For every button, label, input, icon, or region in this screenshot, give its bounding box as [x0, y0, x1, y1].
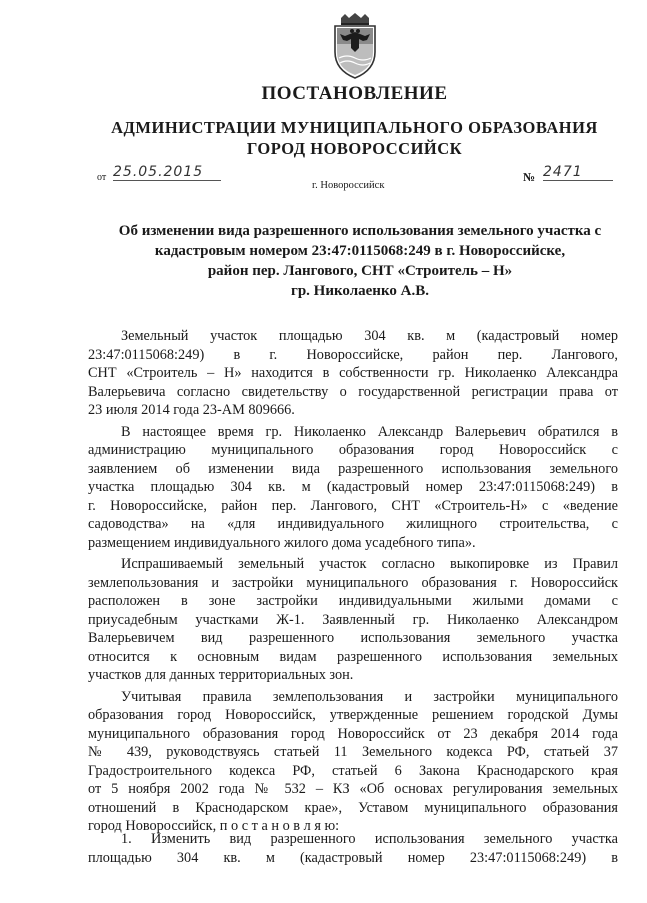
text-line: землепользования и застройки муниципального образования г. Новороссийск	[88, 574, 618, 591]
paragraph	[88, 423, 618, 553]
text-line: администрацию муниципального образования город Новороссийск с	[88, 442, 618, 458]
text-line: муниципального образования город Новороссийск от 23 декабря 2014 года	[88, 725, 618, 742]
paragraph	[88, 688, 618, 836]
document-number: 2471	[543, 164, 613, 181]
text-line: СНТ «Строитель – Н» находится в собственности гр. Николаенко Александра	[88, 365, 618, 381]
text-line: расположен в зоне застройки индивидуальными жилыми домами с	[88, 593, 618, 609]
number-prefix: №	[523, 170, 536, 184]
subject-line: Об изменении вида разрешенного использования земельного участка с	[118, 223, 602, 239]
text-line: г. Новороссийске, район пер. Лангового, СНТ «Строитель-Н» с «ведение	[88, 497, 618, 514]
text-line: 23 июля 2014 года 23-АМ 809666.	[88, 402, 295, 418]
text-line: площадью 304 кв. м (кадастровый номер 23:47:0115068:249) в	[88, 849, 618, 866]
text-line: относится к основным видам разрешенного использования земельных	[88, 648, 618, 665]
text-line: Учитывая правила землепользования и застройки муниципального	[121, 688, 618, 705]
subject-line: район пер. Лангового, СНТ «Строитель – Н»	[207, 263, 513, 279]
subject-line: гр. Николаенко А.В.	[291, 283, 429, 299]
subject-line: кадастровым номером 23:47:0115068:249 в г. Новороссийске,	[154, 243, 566, 259]
document-type-title: ПОСТАНОВЛЕНИЕ	[261, 83, 448, 104]
text-line: от 5 ноября 2002 года № 532 – КЗ «Об основах регулирования земельных	[88, 781, 618, 797]
text-line: 1. Изменить вид разрешенного использования земельного участка	[121, 831, 618, 847]
document-subject	[90, 221, 630, 301]
text-line: образования город Новороссийск, утвержденные решением городской Думы	[88, 707, 618, 723]
text-line: 23:47:0115068:249) в г. Новороссийске, район пер. Лангового,	[88, 346, 618, 363]
text-line: Градостроительного кодекса РФ, статьей 6 Закона Краснодарского края	[88, 762, 618, 779]
paragraph	[88, 555, 618, 685]
text-line: участка площадью 304 кв. м (кадастровый номер 23:47:0115068:249) в	[88, 479, 618, 495]
issuer-heading	[0, 117, 647, 159]
text-line: В настоящее время гр. Николаенко Александр Валерьевич обратился в	[121, 423, 618, 440]
text-line: Земельный участок площадью 304 кв. м (кадастровый номер	[121, 328, 618, 344]
document-date: 25.05.2015	[113, 164, 221, 181]
paragraph	[88, 327, 618, 420]
text-line: участков для данных территориальных зон.	[88, 667, 354, 683]
text-line: заявлением об изменении вида разрешенного использования земельного	[88, 460, 618, 477]
coat-of-arms-emblem	[331, 12, 379, 80]
text-line: приусадебным участками Ж-1. Заявленный гр. Николаенко Александром	[88, 611, 618, 628]
text-line: Валерьевича согласно свидетельству о государственной регистрации права от	[88, 383, 618, 400]
issuer-line: АДМИНИСТРАЦИИ МУНИЦИПАЛЬНОГО ОБРАЗОВАНИЯ	[111, 118, 598, 137]
text-line: размещением индивидуального жилого дома усадебного типа».	[88, 534, 476, 551]
text-line: Испрашиваемый земельный участок согласно выкопировке из Правил	[121, 556, 618, 572]
clause-1	[88, 830, 618, 867]
text-line: садоводства» на «для индивидуального жилищного строительства, с	[88, 516, 618, 532]
issuer-line: ГОРОД НОВОРОССИЙСК	[246, 139, 463, 158]
text-line: город Новороссийск, п о с т а н о в л я ю:	[88, 818, 340, 834]
text-line: № 439, руководствуясь статьей 11 Земельного кодекса РФ, статьей 37	[88, 744, 618, 760]
document-body	[88, 327, 618, 839]
date-prefix: от	[97, 172, 107, 183]
text-line: Валерьевичем вид разрешенного использования земельного участка	[88, 630, 618, 646]
place-of-issue: г. Новороссийск	[312, 180, 385, 191]
text-line: отношений в Краснодарском крае», Уставом муниципального образования	[88, 799, 618, 816]
